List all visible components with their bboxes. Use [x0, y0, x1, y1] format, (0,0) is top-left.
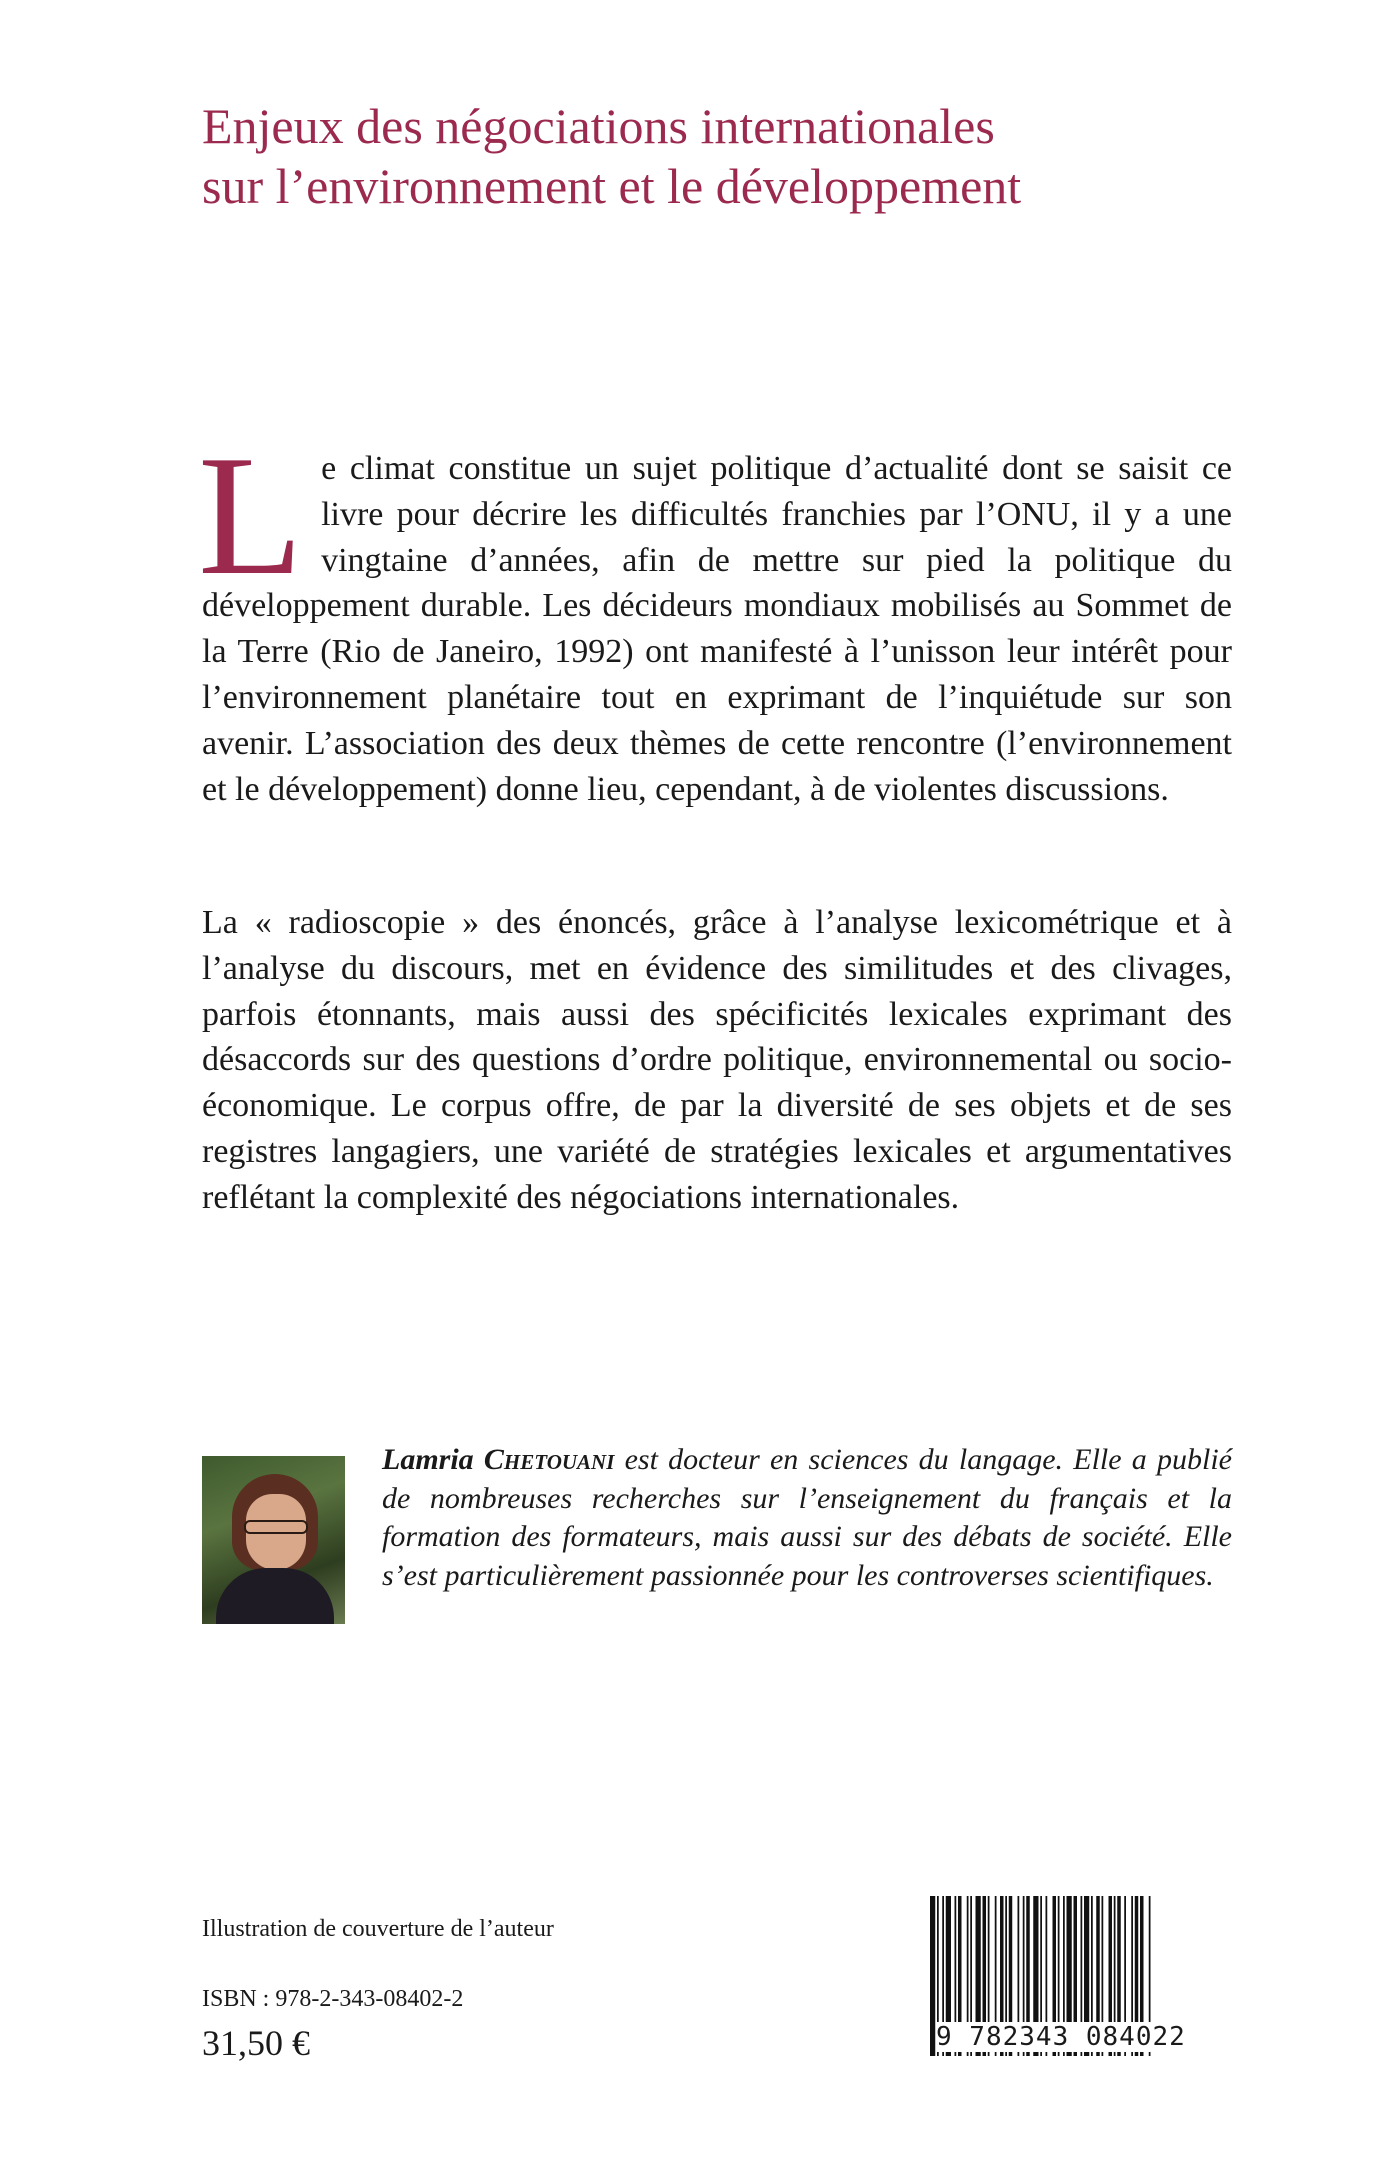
author-photo — [202, 1456, 345, 1624]
barcode-digits: 9 782343 084022 — [936, 2022, 1192, 2052]
cover-illustration-credit: Illustration de couverture de l’auteur — [202, 1916, 554, 1942]
title-line-1: Enjeux des négociations internationales — [202, 98, 995, 154]
author-bio-text: est docteur en sciences du langage. Elle a publié de nombreuses recherches sur l’enseignement du français et la formation des formateurs, mais aussi sur des débats de société. Elle s’est particulièrement passionnée pour les controverses scientifiques. — [382, 1443, 1232, 1592]
drop-cap: L — [198, 421, 304, 611]
price: 31,50 € — [202, 2023, 310, 2063]
summary-paragraph-1-text: e climat constitue un sujet politique d’actualité dont se saisit ce livre pour décrire les difficultés franchies par l’ONU, il y a une vingtaine d’années, afin de mettre sur pied la politique du développement durable. Les décideurs mondiaux mobilisés au Sommet de la Terre (Rio de Janeiro, 1992) ont manifesté à l’unisson leur intérêt pour l’environnement planétaire tout en exprimant de l’inquiétude sur son avenir. L’association des deux thèmes de cette rencontre (l’environnement et le développement) donne lieu, cependant, à de violentes discussions. — [202, 450, 1232, 808]
author-last-name: Chetouani — [483, 1443, 615, 1476]
barcode-bar — [930, 1896, 935, 2056]
title-line-2: sur l’environnement et le développement — [202, 158, 1022, 214]
author-first-name: Lamria — [382, 1443, 474, 1476]
summary-paragraph-2: La « radioscopie » des énoncés, grâce à l’analyse lexicométrique et à l’analyse du discours, met en évidence des similitudes et des clivages, parfois étonnants, mais aussi des spécificités lexicales exprimant des désaccords sur des questions d’ordre politique, environnemental ou socio-économique. Le corpus offre, de par la diversité de ses objets et de ses registres langagiers, une variété de stratégies lexicales et argumentatives reflétant la complexité des négociations internationales. — [202, 904, 1232, 1216]
summary-paragraph-1 — [198, 421, 1232, 812]
isbn: ISBN : 978-2-343-08402-2 — [202, 1986, 464, 2012]
author-bio — [382, 1441, 1232, 1595]
book-title — [202, 96, 1252, 216]
